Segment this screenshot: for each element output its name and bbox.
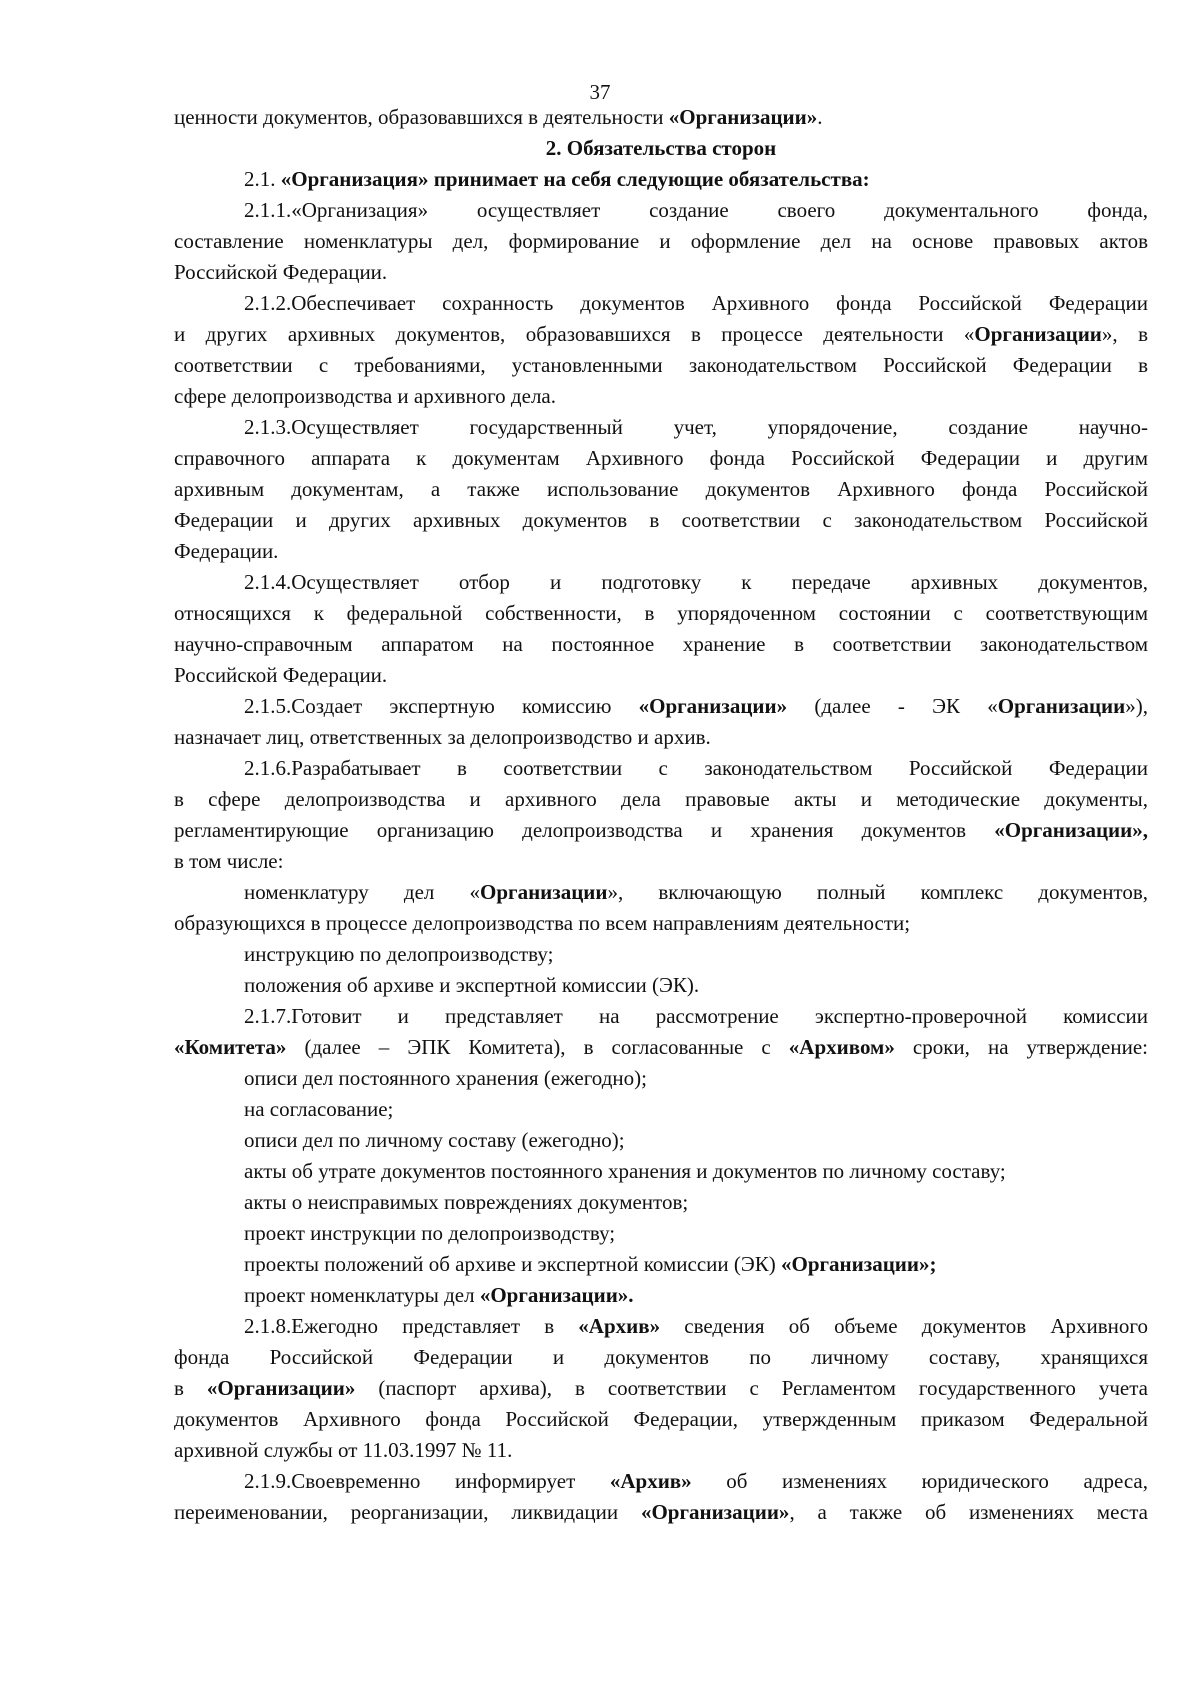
list-item: на согласование; xyxy=(244,1097,394,1121)
text-line: Федерации. xyxy=(174,539,279,563)
text-line: архивной службы от 11.03.1997 № 11. xyxy=(174,1438,513,1462)
text-line: 2.1.9.Своевременно информирует «Архив» об изменениях юридического адреса, xyxy=(244,1469,1148,1493)
text-line: образующихся в процессе делопроизводства по всем направлениям деятельности; xyxy=(174,911,911,935)
text-line: справочного аппарата к документам Архивного фонда Российской Федерации и другим xyxy=(174,446,1148,470)
text-line: назначает лиц, ответственных за делопроизводство и архив. xyxy=(174,725,711,749)
text-line: архивным документам, а также использование документов Архивного фонда Российской xyxy=(174,477,1148,501)
text-line: в «Организации» (паспорт архива), в соответствии с Регламентом государственного учета xyxy=(174,1376,1149,1400)
text-line: Федерации и других архивных документов в соответствии с законодательством Российской xyxy=(174,508,1148,532)
text-line: 2.1.7.Готовит и представляет на рассмотрение экспертно-проверочной комиссии xyxy=(244,1004,1148,1028)
text-line: в сфере делопроизводства и архивного дела правовые акты и методические документы, xyxy=(174,787,1148,811)
list-item: инструкцию по делопроизводству; xyxy=(244,942,554,966)
text-line: 2.1.1.«Организация» осуществляет создание своего документального фонда, xyxy=(244,198,1148,222)
text-line: 2.1.8.Ежегодно представляет в «Архив» сведения об объеме документов Архивного xyxy=(244,1314,1149,1338)
list-item: проект номенклатуры дел «Организации». xyxy=(244,1283,634,1307)
list-item: описи дел постоянного хранения (ежегодно); xyxy=(244,1066,647,1090)
text-line: 2.1.4.Осуществляет отбор и подготовку к передаче архивных документов, xyxy=(244,570,1148,594)
list-item: акты об утрате документов постоянного хранения и документов по личному составу; xyxy=(244,1159,1006,1183)
text-line: относящихся к федеральной собственности, в упорядоченном состоянии с соответствующим xyxy=(174,601,1148,625)
text-line: документов Архивного фонда Российской Федерации, утвержденным приказом Федеральной xyxy=(174,1407,1148,1431)
text-line: и других архивных документов, образовавшихся в процессе деятельности «Организации», в xyxy=(174,322,1148,346)
text-line: соответствии с требованиями, установленными законодательством Российской Федерации в xyxy=(174,353,1148,377)
page-number: 37 xyxy=(589,80,611,104)
list-item: акты о неисправимых повреждениях документов; xyxy=(244,1190,689,1214)
text-line: 2.1.5.Создает экспертную комиссию «Организации» (далее - ЭК «Организации»), xyxy=(244,694,1148,718)
text-line: переименовании, реорганизации, ликвидации «Организации», а также об изменениях места xyxy=(174,1500,1149,1524)
list-item: проект инструкции по делопроизводству; xyxy=(244,1221,616,1245)
list-item: описи дел по личному составу (ежегодно); xyxy=(244,1128,625,1152)
list-item: положения об архиве и экспертной комиссии (ЭК). xyxy=(244,973,700,997)
text-line: составление номенклатуры дел, формирование и оформление дел на основе правовых актов xyxy=(174,229,1148,253)
text-line: фонда Российской Федерации и документов по личному составу, хранящихся xyxy=(174,1345,1148,1369)
text-line: 2.1.6.Разрабатывает в соответствии с законодательством Российской Федерации xyxy=(244,756,1148,780)
text-line: сфере делопроизводства и архивного дела. xyxy=(174,384,556,408)
text-line: в том числе: xyxy=(174,849,284,873)
text-line: регламентирующие организацию делопроизводства и хранения документов «Организации», xyxy=(174,818,1148,842)
text-line: 2.1.3.Осуществляет государственный учет, упорядочение, создание научно- xyxy=(244,415,1148,439)
list-item: номенклатуру дел «Организации», включающую полный комплекс документов, xyxy=(244,880,1148,904)
text-line: Российской Федерации. xyxy=(174,663,388,687)
text-line: Российской Федерации. xyxy=(174,260,388,284)
text-line: «Комитета» (далее – ЭПК Комитета), в согласованные с «Архивом» сроки, на утверждение: xyxy=(174,1035,1148,1059)
text-line: научно-справочным аппаратом на постоянное хранение в соответствии законодательством xyxy=(174,632,1148,656)
text-line: 2.1.2.Обеспечивает сохранность документов Архивного фонда Российской Федерации xyxy=(244,291,1148,315)
text-line: ценности документов, образовавшихся в деятельности «Организации». xyxy=(174,105,823,129)
subsection-heading: 2.1. «Организация» принимает на себя следующие обязательства: xyxy=(244,167,870,191)
section-heading: 2. Обязательства сторон xyxy=(545,136,777,160)
list-item: проекты положений об архиве и экспертной комиссии (ЭК) «Организации»; xyxy=(244,1252,937,1276)
